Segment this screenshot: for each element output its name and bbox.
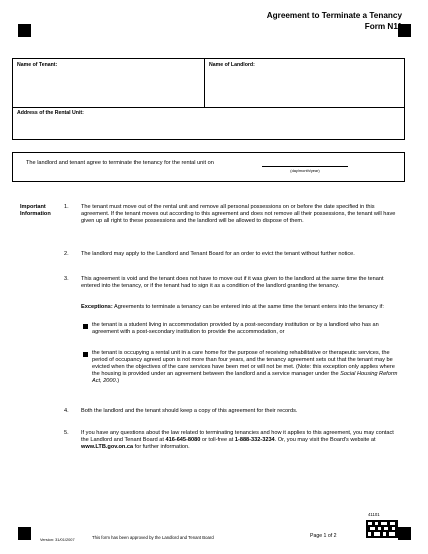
item-2-number: 2.	[64, 251, 69, 257]
tenant-name-field[interactable]	[12, 58, 205, 108]
exceptions-paragraph	[81, 304, 399, 311]
agreement-statement: The landlord and tenant agree to terminate the tenancy for the rental unit on	[26, 160, 214, 166]
item-5-text-part2: or toll-free at	[200, 436, 235, 443]
termination-date-field[interactable]	[262, 166, 348, 167]
ltb-tollfree-number: 1-888-332-3234	[234, 436, 275, 443]
form-title: Agreement to Terminate a Tenancy	[266, 11, 402, 20]
form-version: Version: 31/01/2007	[40, 537, 75, 542]
item-2-text: The landlord may apply to the Landlord and Tenant Board for an order to evict the tenant without further notice.	[81, 251, 355, 257]
exception-bullet-2-end: .)	[115, 377, 120, 384]
ltb-phone-number: 416-645-8080	[165, 436, 201, 443]
form-title-block	[267, 10, 402, 32]
item-1-number: 1.	[64, 204, 69, 210]
rental-unit-address-field[interactable]	[12, 107, 405, 140]
landlord-name-field[interactable]	[204, 58, 405, 108]
registration-mark-bottom-right	[398, 527, 411, 540]
registration-mark-top-left	[18, 24, 31, 37]
ltb-website-link[interactable]: www.LTB.gov.on.ca	[81, 443, 134, 450]
item-3-number: 3.	[64, 276, 69, 282]
barcode-icon	[366, 520, 398, 538]
item-5-text-part3: . Or, you may visit the Board's website at	[274, 436, 376, 443]
exceptions-text: Agreements to terminate a tenancy can be entered into at the same time the tenant enters into the tenancy if:	[112, 304, 384, 310]
social-housing-act-name: Social Housing Reform Act, 2000	[92, 370, 398, 384]
item-4-text: Both the landlord and the tenant should keep a copy of this agreement for their records.	[81, 408, 298, 414]
item-5-text-part4: for further information.	[133, 443, 190, 450]
important-heading-line2: Information	[20, 211, 51, 218]
item-5-text	[81, 430, 399, 451]
termination-date-section	[12, 152, 405, 182]
item-4-number: 4.	[64, 408, 69, 414]
form-number: Form N11	[364, 22, 402, 31]
item-3-text: This agreement is void and the tenant does not have to move out if it was given to the landlord at the same time the tenant entered into the tenancy, or if the tenant had to sign it as a condition of the landlord granting the tenancy.	[81, 276, 384, 289]
bullet-2-marker	[83, 352, 88, 357]
page-number: Page 1 of 2	[310, 533, 337, 539]
important-information-heading	[20, 204, 51, 219]
item-5-text-part1: If you have any questions about the law related to terminating tenancies and how it applies to this agreement, you may contact the Landlord and Tenant Board at	[81, 430, 394, 443]
item-1-text: The tenant must move out of the rental unit and remove all personal possessions on or before the date specified in this agreement. If the tenant moves out according to this agreement and does not remove all their possessions, the tenant will have given up all right to these possessions and the landlord will be allowed to dispose of them.	[81, 204, 396, 224]
rental-unit-address-label: Address of the Rental Unit:	[17, 110, 84, 116]
item-5-number: 5.	[64, 430, 69, 436]
board-approval-note: This form has been approved by the Landlord and Tenant Board	[92, 535, 214, 540]
landlord-name-label: Name of Landlord:	[209, 62, 255, 68]
exceptions-label: Exceptions:	[81, 304, 113, 310]
important-heading-line1: Important	[20, 204, 46, 210]
exception-bullet-2-text: the tenant is occupying a rental unit in a care home for the purpose of receiving rehabilitative or therapeutic services, the period of occupancy agreed upon is not more than four years, and the tenancy agreement sets out that the tenant may be evicted when the objectives of the care services have been met or will not be met. (Note: this exception only applies where the housing is provided under an agreement between the landlord and a service manager under the	[92, 350, 395, 377]
tenant-name-label: Name of Tenant:	[17, 62, 58, 68]
exception-bullet-1: the tenant is a student living in accommodation provided by a post-secondary institution or by a landlord who has an agreement with a post-secondary institution to provide the accommodation, or	[92, 322, 379, 335]
exception-bullet-2	[92, 350, 400, 385]
bullet-1-marker	[83, 324, 88, 329]
date-format-caption: (day/month/year)	[290, 168, 320, 173]
registration-mark-bottom-left	[18, 527, 31, 540]
form-code: 41101	[368, 512, 380, 517]
